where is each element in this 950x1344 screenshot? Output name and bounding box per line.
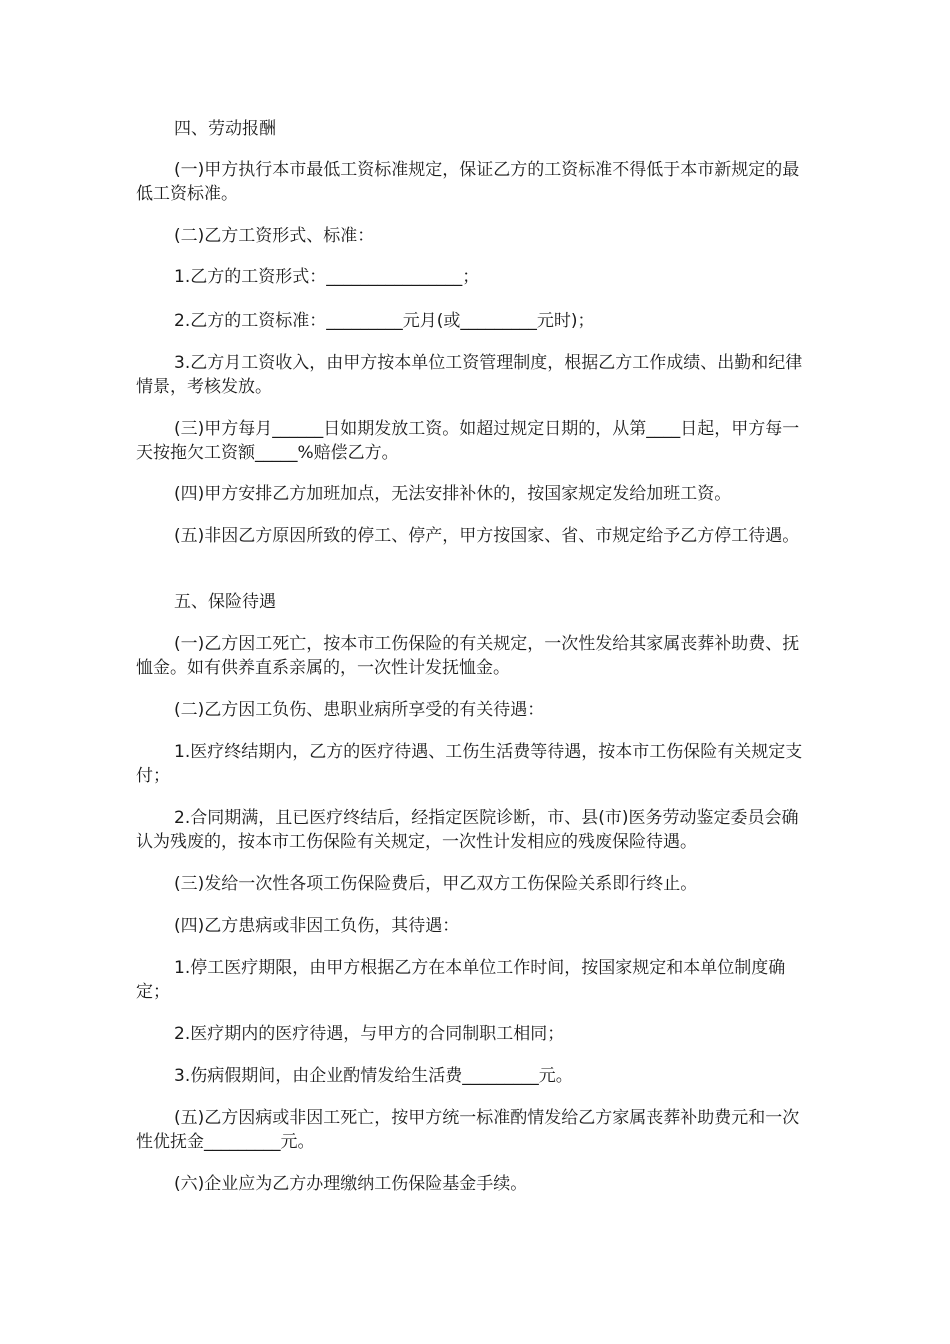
paragraph-illness: (四)乙方患病或非因工负伤，其待遇： bbox=[174, 916, 460, 936]
paragraph-medical-treatment: 2.医疗期内的医疗待遇，与甲方的合同制职工相同； bbox=[174, 1024, 565, 1044]
paragraph-minimum-wage: (一)甲方执行本市最低工资标准规定，保证乙方的工资标准不得低于本市新规定的最低工资标准。 bbox=[136, 160, 800, 204]
paragraph-wage-form: 1.乙方的工资形式：________________； bbox=[174, 267, 480, 287]
paragraph-medical-period: 1.医疗终结期内，乙方的医疗待遇、工伤生活费等待遇，按本市工伤保险有关规定支付； bbox=[136, 742, 803, 786]
paragraph-overtime: (四)甲方安排乙方加班加点，无法安排补休的，按国家规定发给加班工资。 bbox=[174, 484, 732, 504]
paragraph-disability: 2.合同期满，且已医疗终结后，经指定医院诊断，市、县(市)医务劳动鉴定委员会确认为残废的，按本市工伤保险有关规定，一次性计发相应的残废保险待遇。 bbox=[136, 808, 799, 852]
paragraph-death-on-duty: (一)乙方因工死亡，按本市工伤保险的有关规定，一次性发给其家属丧葬补助费、抚恤金。如有供养直系亲属的，一次性计发抚恤金。 bbox=[136, 634, 800, 678]
paragraph-death-illness: (五)乙方因病或非因工死亡，按甲方统一标准酌情发给乙方家属丧葬补助费元和一次性优抚金_________元。 bbox=[136, 1108, 800, 1152]
paragraph-wage-form-standard: (二)乙方工资形式、标准： bbox=[174, 226, 375, 246]
paragraph-insurance-fund: (六)企业应为乙方办理缴纳工伤保险基金手续。 bbox=[174, 1174, 528, 1194]
paragraph-wage-standard: 2.乙方的工资标准：_________元月(或_________元时)； bbox=[174, 311, 595, 331]
paragraph-medical-leave-term: 1.停工医疗期限，由甲方根据乙方在本单位工作时间，按国家规定和本单位制度确定； bbox=[136, 958, 786, 1002]
section-heading-labor-remuneration: 四、劳动报酬 bbox=[174, 119, 276, 139]
paragraph-work-injury: (二)乙方因工负伤、患职业病所享受的有关待遇： bbox=[174, 700, 545, 720]
paragraph-insurance-termination: (三)发给一次性各项工伤保险费后，甲乙双方工伤保险关系即行终止。 bbox=[174, 874, 698, 894]
paragraph-pay-day: (三)甲方每月______日如期发放工资。如超过规定日期的，从第____日起，甲方每一天按拖欠工资额_____%赔偿乙方。 bbox=[136, 419, 800, 463]
paragraph-monthly-income: 3.乙方月工资收入，由甲方按本单位工资管理制度，根据乙方工作成绩、出勤和纪律情景，考核发放。 bbox=[136, 353, 803, 397]
section-heading-insurance: 五、保险待遇 bbox=[174, 592, 276, 612]
paragraph-work-stoppage: (五)非因乙方原因所致的停工、停产，甲方按国家、省、市规定给予乙方停工待遇。 bbox=[174, 526, 800, 546]
paragraph-sick-leave-allowance: 3.伤病假期间，由企业酌情发给生活费_________元。 bbox=[174, 1066, 573, 1086]
